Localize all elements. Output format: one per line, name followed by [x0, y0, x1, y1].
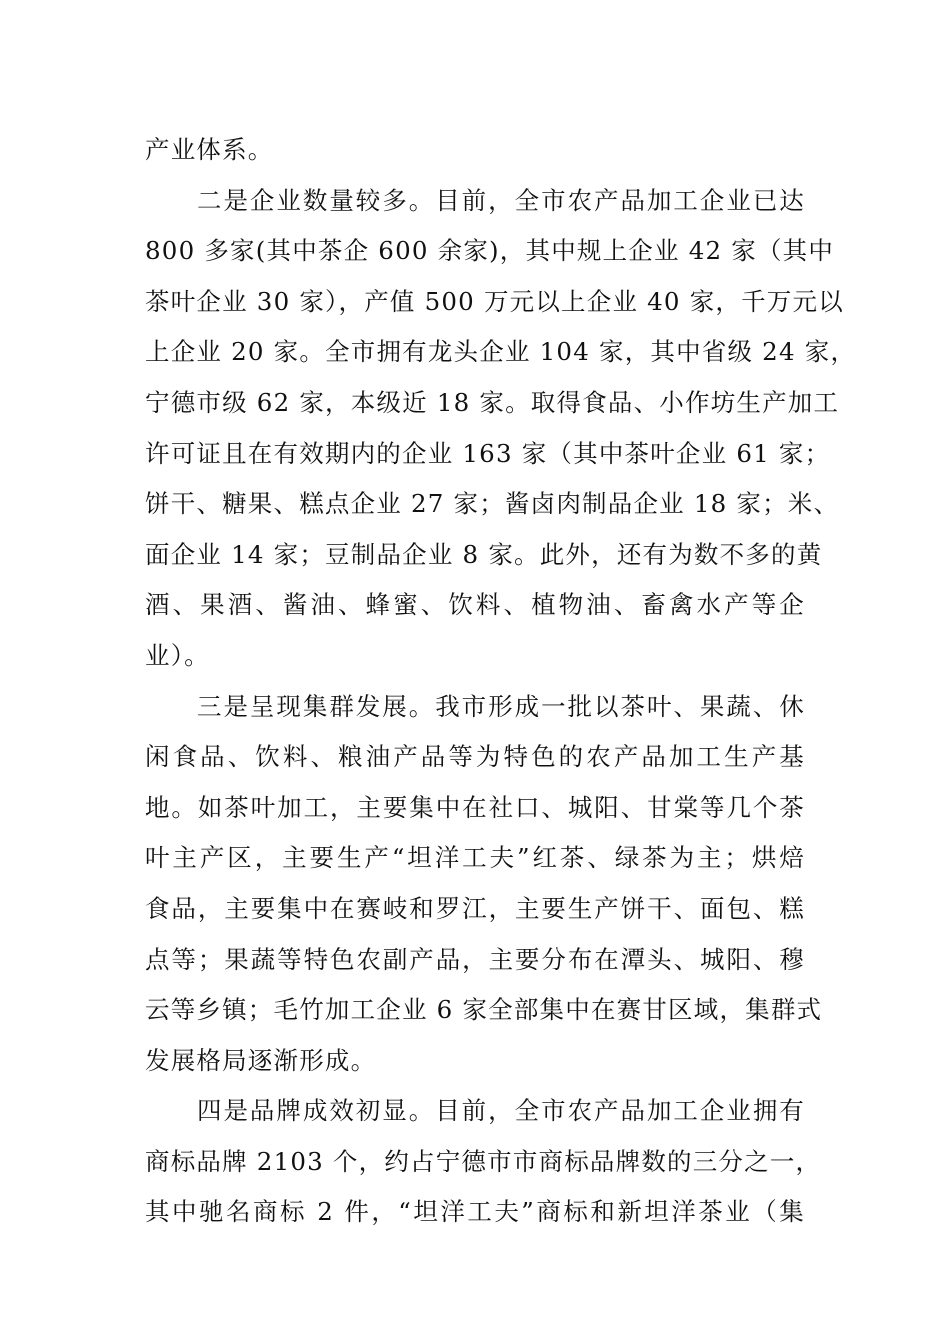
text-line: 发展格局逐渐形成。	[145, 1045, 377, 1075]
text-line: 叶主产区，主要生产“坦洋工夫”红茶、绿茶为主；烘焙	[145, 843, 805, 873]
text-line: 许可证且在有效期内的企业 163 家（其中茶叶企业 61 家；	[145, 438, 831, 468]
text-line: 饼干、糖果、糕点企业 27 家；酱卤肉制品企业 18 家；米、	[145, 489, 840, 519]
text-line: 800 多家(其中茶企 600 余家)，其中规上企业 42 家（其中	[145, 236, 835, 266]
text-line: 茶叶企业 30 家），产值 500 万元以上企业 40 家，千万元以	[145, 286, 844, 316]
text-line: 闲食品、饮料、粮油产品等为特色的农产品加工生产基	[145, 742, 805, 772]
paragraph-first-line: 四是品牌成效初显。目前，全市农产品加工企业拥有	[197, 1096, 805, 1126]
text-line: 食品，主要集中在赛岐和罗江，主要生产饼干、面包、糕	[145, 893, 805, 923]
text-line: 宁德市级 62 家，本级近 18 家。取得食品、小作坊生产加工	[145, 387, 840, 417]
text-line: 酒、果酒、酱油、蜂蜜、饮料、植物油、畜禽水产等企	[145, 590, 805, 620]
text-line: 点等；果蔬等特色农副产品，主要分布在潭头、城阳、穆	[145, 944, 805, 974]
text-line: 产业体系。	[145, 135, 274, 164]
paragraph-first-line: 三是呈现集群发展。我市形成一批以茶叶、果蔬、休	[197, 691, 805, 721]
text-line: 面企业 14 家；豆制品企业 8 家。此外，还有为数不多的黄	[145, 539, 823, 569]
document-body	[145, 125, 857, 1238]
text-line: 上企业 20 家。全市拥有龙头企业 104 家，其中省级 24 家，	[145, 337, 857, 367]
text-line: 商标品牌 2103 个，约占宁德市市商标品牌数的三分之一，	[145, 1146, 822, 1176]
text-line: 业）。	[145, 640, 210, 670]
text-line: 其中驰名商标 2 件，“坦洋工夫”商标和新坦洋茶业（集	[145, 1197, 805, 1227]
text-line: 地。如茶叶加工，主要集中在社口、城阳、甘棠等几个茶	[145, 792, 805, 822]
paragraph-first-line: 二是企业数量较多。目前，全市农产品加工企业已达	[197, 185, 805, 215]
text-line: 云等乡镇；毛竹加工企业 6 家全部集中在赛甘区域，集群式	[145, 995, 823, 1025]
